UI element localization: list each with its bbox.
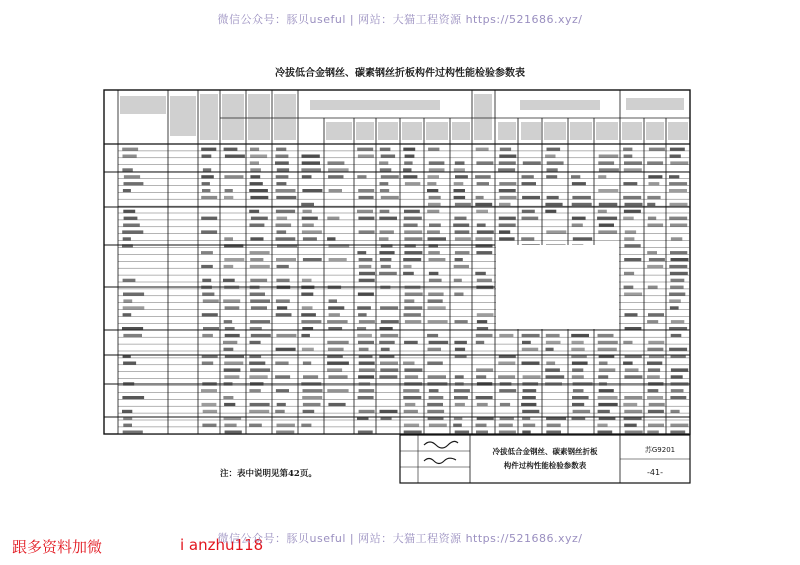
drawing-title-line-1: 冷拔低合金钢丝、碳素钢丝折板 xyxy=(492,447,598,456)
signature-mark xyxy=(424,441,458,448)
watermark-bottom: 微信公众号：豚贝useful | 网站：大猫工程资源 https://521686.xyz/ xyxy=(217,532,583,545)
blank-merged-region xyxy=(496,245,619,329)
table-title: 冷拔低合金钢丝、碳素钢丝折板构件过构性能检验参数表 xyxy=(275,68,525,79)
table-note: 注：表中说明见第42页。 xyxy=(220,469,317,479)
contact-note-left: 跟多资料加微 xyxy=(12,538,103,556)
atlas-number: 苏G9201 xyxy=(644,446,676,454)
title-block xyxy=(400,435,690,483)
scanned-table-sheet xyxy=(100,62,698,495)
drawing-title-line-2: 构件过构性能检验参数表 xyxy=(503,461,587,470)
watermark-top: 微信公众号：豚贝useful | 网站：大猫工程资源 https://521686.xyz/ xyxy=(217,13,583,26)
page-number: -41- xyxy=(647,468,663,477)
signature-mark xyxy=(424,458,456,463)
contact-note-wechat: i anzhu118 xyxy=(180,536,264,554)
